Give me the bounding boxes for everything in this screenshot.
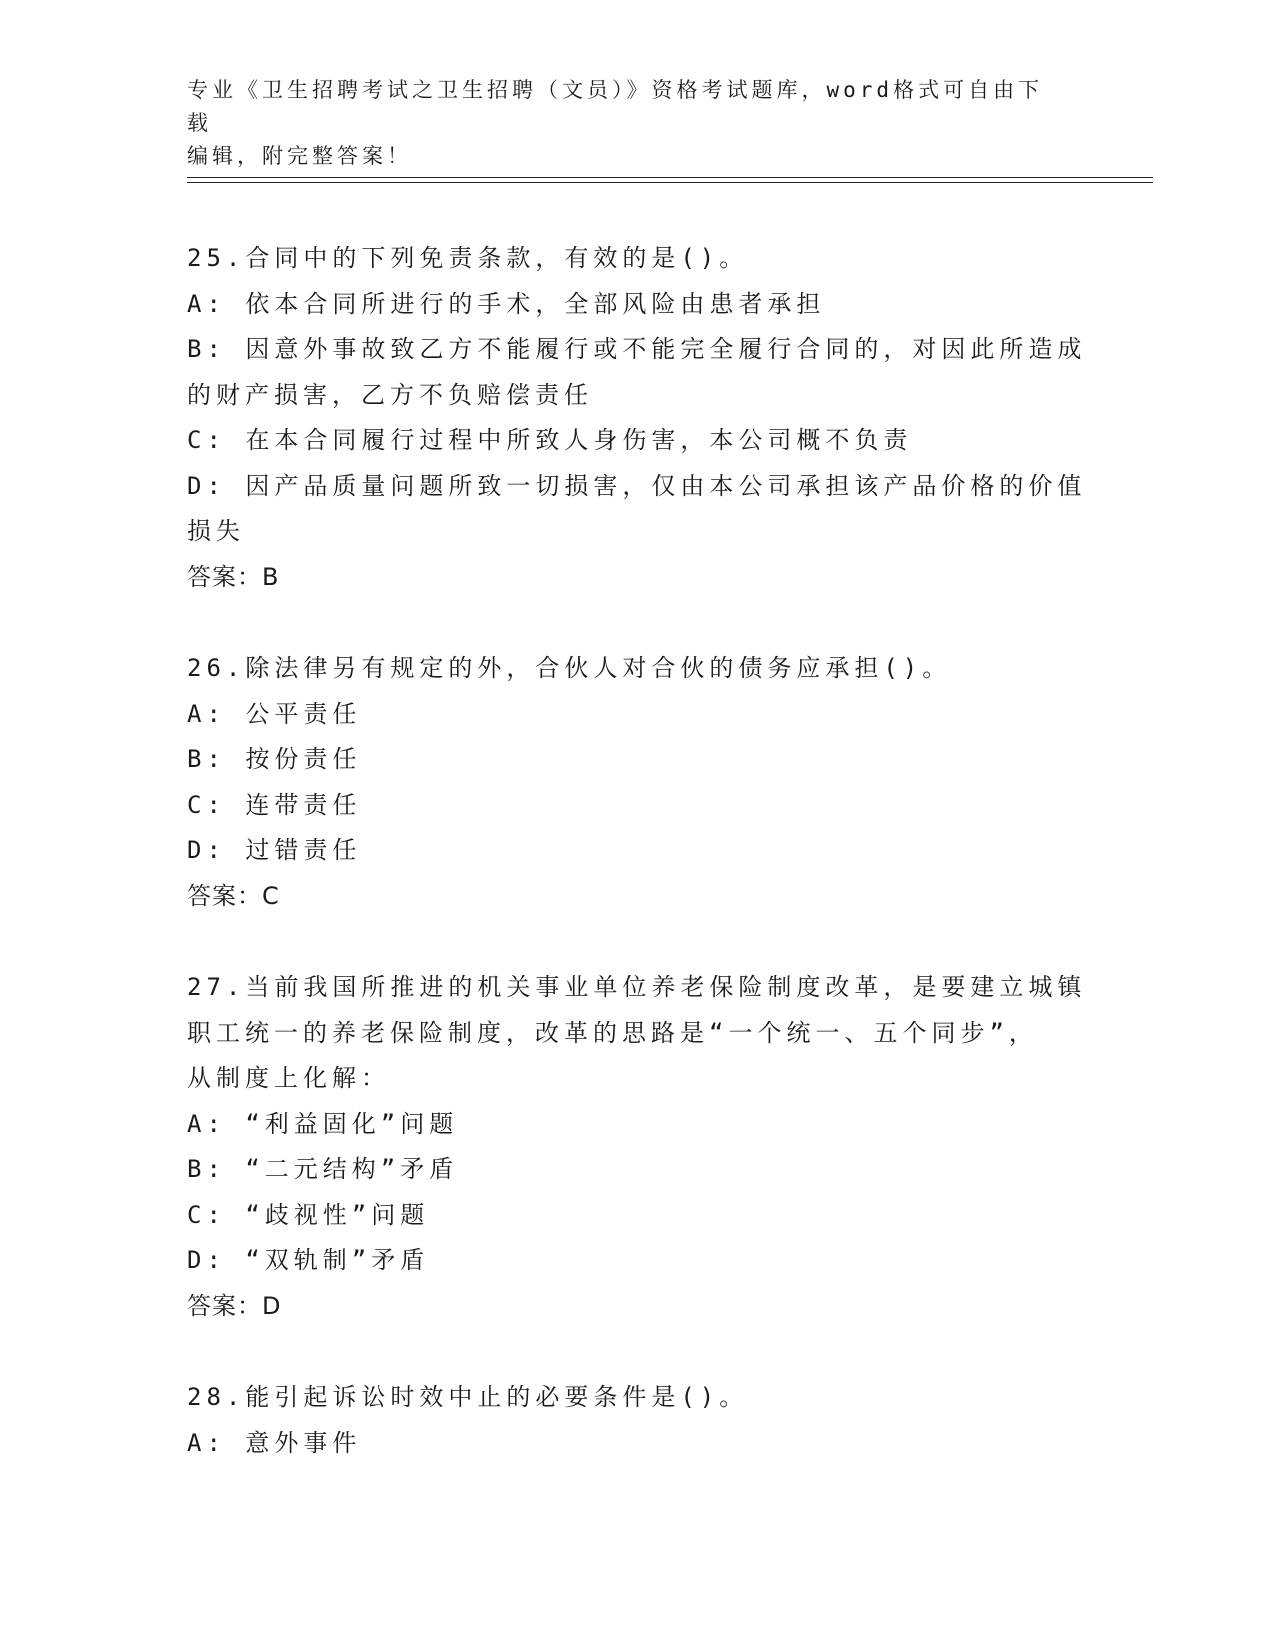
option-a: A: 依本合同所进行的手术，全部风险由患者承担 [187, 289, 826, 318]
question-27 [187, 965, 1087, 1329]
option-b: B: “二元结构”矛盾 [187, 1155, 459, 1183]
question-26 [187, 646, 1087, 919]
question-25 [187, 236, 1087, 600]
header-line-1: 专业《卫生招聘考试之卫生招聘（文员）》资格考试题库，word格式可自由下载 [187, 78, 1044, 135]
question-list [187, 236, 1087, 1512]
question-stem-continued: 从制度上化解： [187, 1064, 390, 1092]
question-stem: 25.合同中的下列免责条款，有效的是()。 [187, 244, 749, 272]
question-stem: 27.当前我国所推进的机关事业单位养老保险制度改革，是要建立城镇 [187, 973, 1087, 1001]
header-line-2: 编辑，附完整答案！ [187, 144, 412, 168]
answer-label: 答案：B [187, 562, 280, 591]
option-d: D: 过错责任 [187, 836, 362, 864]
option-c: C: “歧视性”问题 [187, 1200, 430, 1229]
option-d: D: “双轨制”矛盾 [187, 1246, 430, 1274]
answer-label: 答案：C [187, 881, 280, 910]
answer-label: 答案：D [187, 1291, 282, 1320]
document-header [187, 74, 1067, 173]
question-stem: 28.能引起诉讼时效中止的必要条件是()。 [187, 1383, 749, 1411]
option-d: D: 因产品质量问题所致一切损害，仅由本公司承担该产品价格的价值 [187, 471, 1087, 500]
option-b: B: 因意外事故致乙方不能履行或不能完全履行合同的，对因此所造成 [187, 335, 1087, 363]
option-d-continued: 损失 [187, 517, 245, 545]
option-b-continued: 的财产损害，乙方不负赔偿责任 [187, 380, 593, 409]
option-c: C: 连带责任 [187, 790, 362, 819]
option-a: A: 意外事件 [187, 1428, 362, 1457]
option-a: A: 公平责任 [187, 699, 362, 728]
question-stem-continued: 职工统一的养老保险制度，改革的思路是“一个统一、五个同步”， [187, 1018, 1038, 1047]
header-divider [187, 177, 1153, 183]
question-stem: 26.除法律另有规定的外，合伙人对合伙的债务应承担()。 [187, 654, 952, 682]
option-a: A: “利益固化”问题 [187, 1109, 459, 1138]
option-c: C: 在本合同履行过程中所致人身伤害，本公司概不负责 [187, 426, 913, 454]
option-b: B: 按份责任 [187, 745, 362, 773]
question-28 [187, 1375, 1087, 1466]
